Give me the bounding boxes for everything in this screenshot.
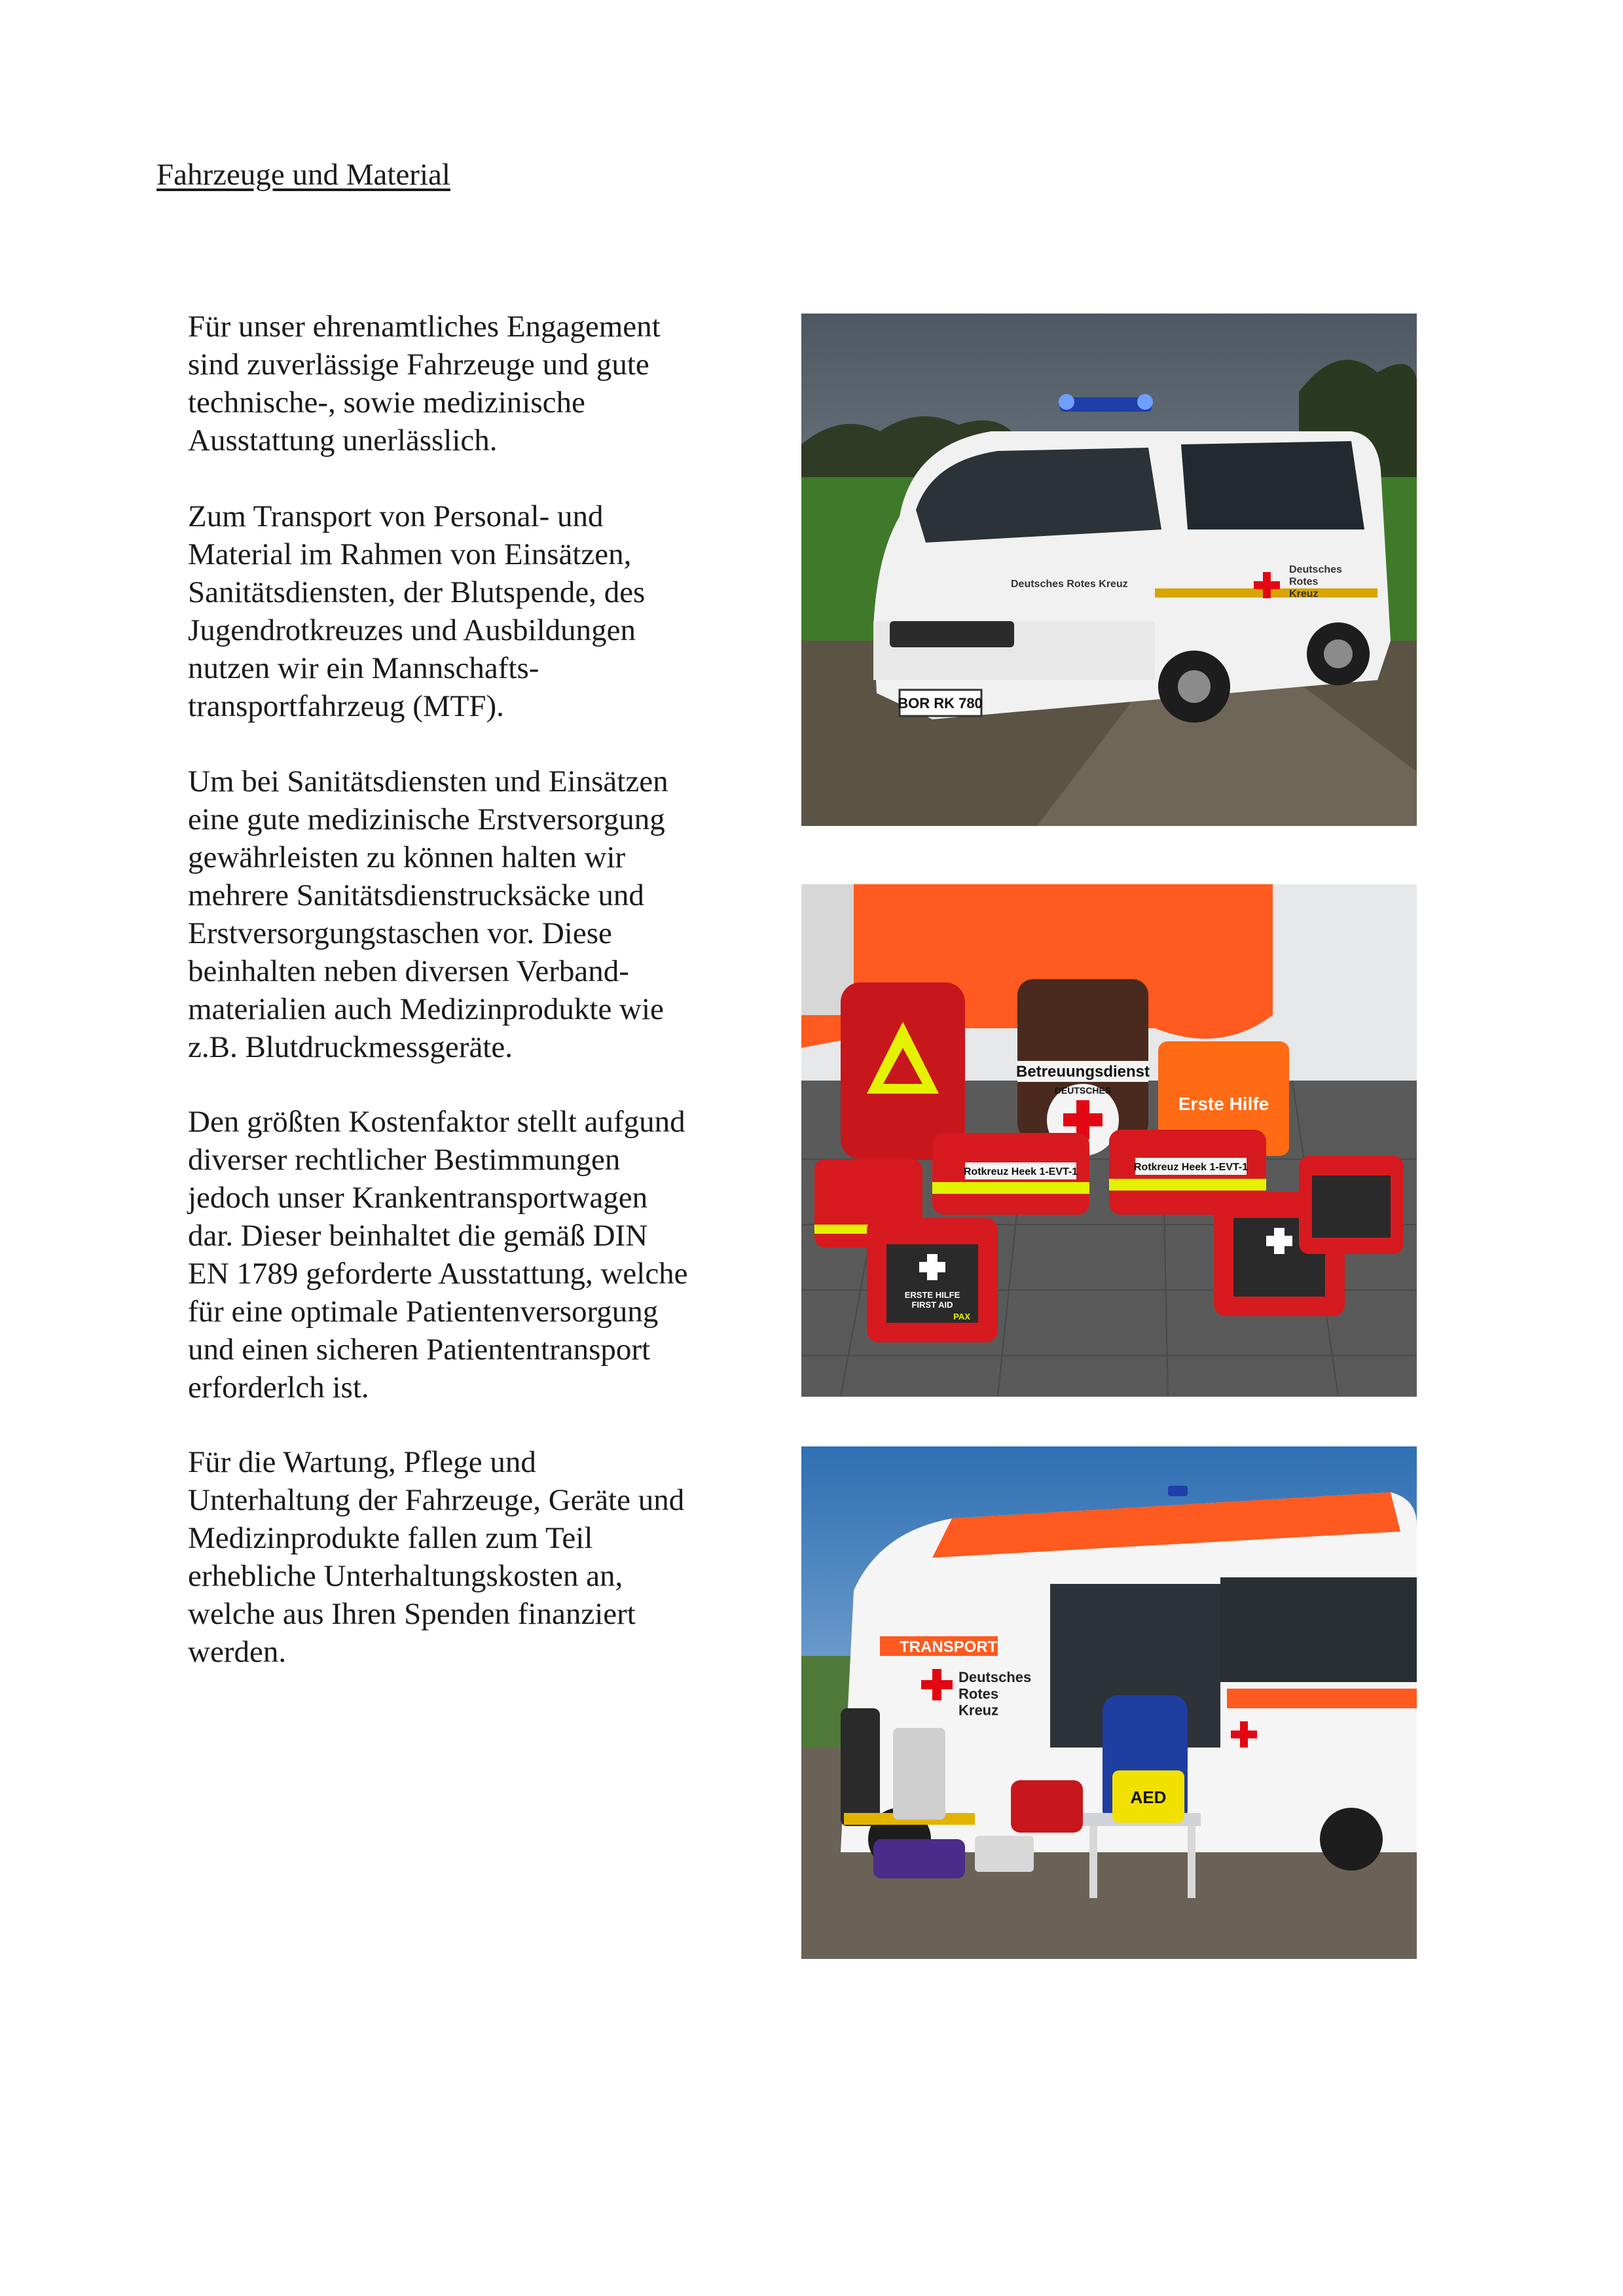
pouch-label: ERSTE HILFE FIRST AID: [904, 1290, 960, 1310]
van-hood-text: Deutsches Rotes Kreuz: [1011, 579, 1128, 590]
purple-bag: [873, 1839, 965, 1878]
evt-bag-left: [932, 1133, 1089, 1215]
ktw-paragraph: Den größten Kostenfaktor stellt aufgund diverser rechtlicher Bestimmungen jedoch unser Krankentransportwagen dar. Dieser beinhaltet die gemäß DIN EN 1789 geforderte Ausstattung, welche für eine optimale Patientenversorgung und einen sicheren Patiententransport erforderlch ist.: [188, 1105, 688, 1405]
intro-paragraph: Für unser ehrenamtliches Engagement sind zuverlässige Fahrzeuge und gute technische-, sowie medizinische Ausstattung unerlässlich.: [188, 310, 661, 457]
first-aid-bags-photo: [801, 884, 1417, 1397]
plate-text: BOR RK 780: [898, 695, 983, 711]
door-text: Deutsches Rotes Kreuz: [958, 1669, 1032, 1719]
pouch-brand: PAX: [953, 1312, 970, 1321]
mtf-paragraph: Zum Transport von Personal- und Material im Rahmen von Einsätzen, Sanitätsdiensten, der Blutspende, des Jugendrotkreuzes und Ausbildungen nutzen wir ein Mannschafts- transportfahrzeug (MTF).: [188, 499, 646, 723]
aed-label: AED: [1130, 1787, 1167, 1807]
brown-backpack: [1016, 979, 1150, 1156]
red-backpack: [841, 982, 965, 1159]
bag-tag-2: Rotkreuz Heek 1-EVT-1: [1133, 1162, 1249, 1173]
mtf-van-photo: [801, 314, 1417, 826]
van-side-text: Deutsches Rotes Kreuz: [1289, 564, 1342, 600]
red-bag: [1011, 1780, 1083, 1833]
bag-tag-1: Rotkreuz Heek 1-EVT-1: [963, 1166, 1078, 1177]
ktw-ambulance-photo: [801, 1446, 1417, 1959]
first-aid-paragraph: Um bei Sanitätsdiensten und Einsätzen eine gute medizinische Erstversorgung gewährleisten zu können halten wir mehrere Sanitätsdienstrucksäcke und Erstversorgungstaschen vor. Diese beinhalten neben diversen Verband- materialien auch Medizinprodukte wie z.B. Blutdruckmessgeräte.: [188, 764, 668, 1064]
maintenance-paragraph: Für die Wartung, Pflege und Unterhaltung der Fahrzeuge, Geräte und Medizinprodukte fallen zum Teil erhebliche Unterhaltungskosten an, welche aus Ihren Spenden finanziert werden.: [188, 1445, 685, 1669]
round-logo-text: DEUTSCHES: [1054, 1085, 1112, 1096]
aed-device: [1112, 1770, 1184, 1823]
pouch-front: [867, 1218, 998, 1342]
case-label: Erste Hilfe: [1178, 1094, 1269, 1114]
page-heading: Fahrzeuge und Material: [156, 158, 450, 192]
bag-label: Betreuungsdienst: [1015, 1063, 1150, 1081]
monitor-device: [975, 1836, 1034, 1872]
side-stripe-text: TRANSPORT: [900, 1638, 998, 1656]
